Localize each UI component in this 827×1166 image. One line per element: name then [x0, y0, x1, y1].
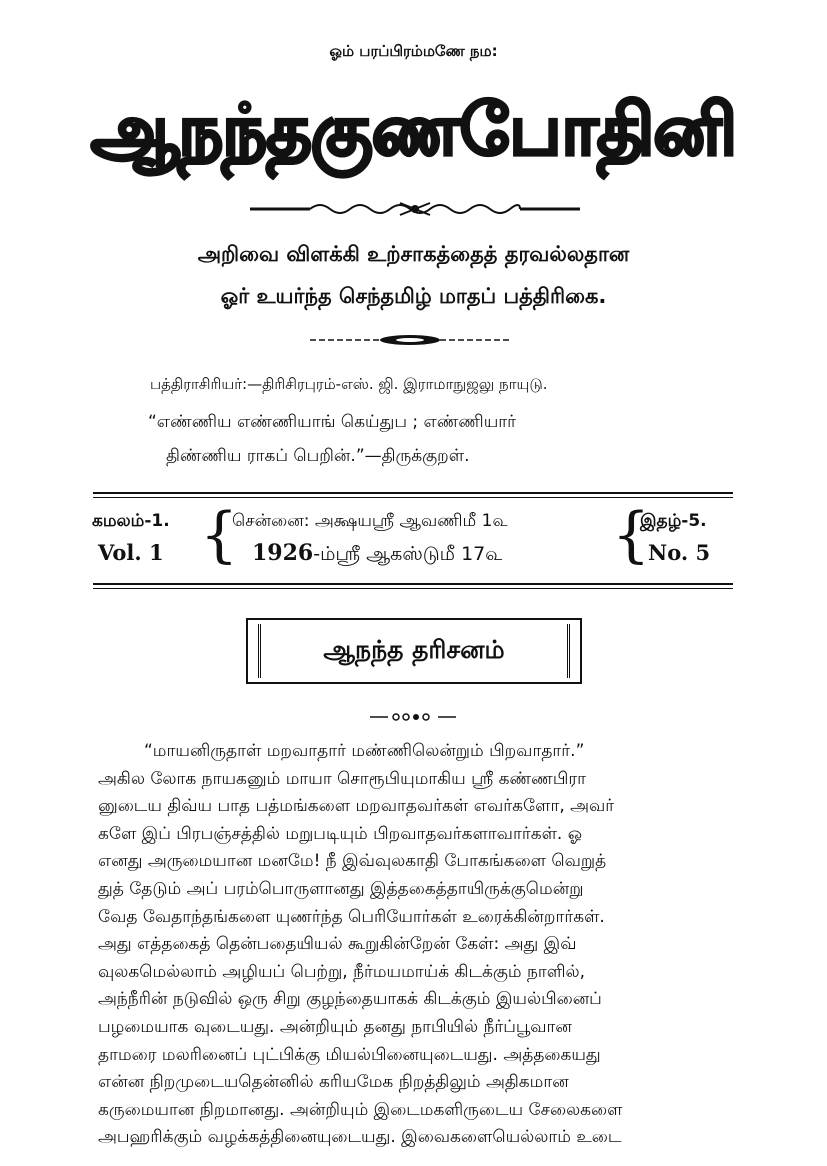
- body-line: அகில லோக நாயகனும் மாயா சொரூபியுமாகிய ஸ்ரீ கண்ணபிரா: [98, 768, 586, 789]
- body-line: னுடைய திவ்ய பாத பத்மங்களை மறவாதவர்கள் எவர்களோ, அவர்: [98, 796, 615, 817]
- date-tamil: சென்னை: அக்ஷயஸ்ரீ ஆவணிமீ 1௳: [232, 511, 508, 531]
- body-line: அந்நீரின் நடுவில் ஒரு சிறு குழந்தையாகக் கிடக்கும் இயல்பினைப்: [98, 989, 602, 1010]
- brace-left: {: [200, 500, 239, 570]
- section-heading: ஆநந்த தரிசனம்: [258, 624, 570, 678]
- body-line: எனது அருமையான மனமே! நீ இவ்வுலகாதி போகங்களை வெறுத்: [98, 851, 607, 872]
- masthead-title: ஆநந்தகுணபோதினி: [90, 89, 737, 171]
- body-line: அபஹரிக்கும் வழக்கத்தினையுடையது. இவைகளையெல்லாம் உடை: [98, 1127, 622, 1148]
- body-line: பழமையாக வுடையது. அன்றியும் தனது நாபியில் நீர்ப்பூவான: [98, 1016, 572, 1037]
- body-line: வேத வேதாந்தங்களை யுணர்ந்த பெரியோர்கள் உரைக்கின்றார்கள்.: [98, 906, 605, 927]
- body-line: அது எத்தகைத் தென்பதையியல் கூறுகின்றேன் கேள்: அது இவ்: [98, 934, 577, 955]
- section-divider: [370, 711, 456, 723]
- issue-tamil: இதழ்-5.: [640, 511, 707, 531]
- rule-bottom-thin: [93, 588, 733, 589]
- tagline-line-1: அறிவை விளக்கி உற்சாகத்தைத் தரவல்லதான: [197, 242, 630, 266]
- rule-top-thin: [93, 497, 733, 498]
- body-line: கருமையான நிறமானது. அன்றியும் இடைமகளிருடைய சேலைகளை: [98, 1099, 623, 1120]
- body-line: துத் தேடும் அப் பரம்பொருளானது இத்தகைத்தாயிருக்குமென்று: [98, 878, 584, 899]
- tagline-line-2: ஓர் உயர்ந்த செந்தமிழ் மாதப் பத்திரிகை.: [220, 284, 607, 308]
- issue-english: No. 5: [648, 540, 711, 565]
- invocation-line: ஓம் பரப்பிரம்மணே நம:: [329, 42, 498, 60]
- rule-top: [93, 492, 733, 494]
- rule-bottom: [93, 583, 733, 585]
- body-line: என்ன நிறமுடையதென்னில் கரியமேக நிறத்திலும் அதிகமான: [98, 1072, 569, 1093]
- small-divider: [310, 333, 510, 347]
- section-heading-box: [246, 618, 582, 684]
- date-english-rest: -ம்ஸ்ரீ ஆகஸ்டுமீ 17௳: [313, 543, 503, 565]
- body-line: “மாயனிருதாள் மறவாதார் மண்ணிலென்றும் பிறவாதார்.”: [144, 741, 585, 761]
- volume-english: Vol. 1: [98, 540, 164, 565]
- brace-right: {: [612, 500, 651, 570]
- body-line: தாமரை மலரினைப் புட்பிக்கு மியல்பினையுடையது. அத்தகையது: [98, 1044, 601, 1065]
- ornamental-divider: [250, 200, 580, 218]
- body-line: களே இப் பிரபஞ்சத்தில் மறுபடியும் பிறவாதவர்களாவார்கள். ஓ: [98, 823, 583, 844]
- body-line: வுலகமெல்லாம் அழியப் பெற்று, நீர்மயமாய்க் கிடக்கும் நாளில்,: [98, 961, 586, 982]
- article-body: [98, 738, 738, 1152]
- kural-quote-line-1: “எண்ணிய எண்ணியாங் கெய்துப ; எண்ணியார்: [148, 412, 517, 432]
- date-year: 1926: [252, 540, 314, 566]
- kural-quote-line-2: திண்ணிய ராகப் பெறின்.”—திருக்குறள்.: [166, 446, 470, 466]
- volume-tamil: கமலம்-1.: [92, 511, 170, 531]
- editor-credit: பத்திராசிரியர்:—திரிசிரபுரம்-எஸ். ஜி. இராமாநுஜலு நாயுடு.: [150, 375, 548, 393]
- date-english: [252, 540, 502, 568]
